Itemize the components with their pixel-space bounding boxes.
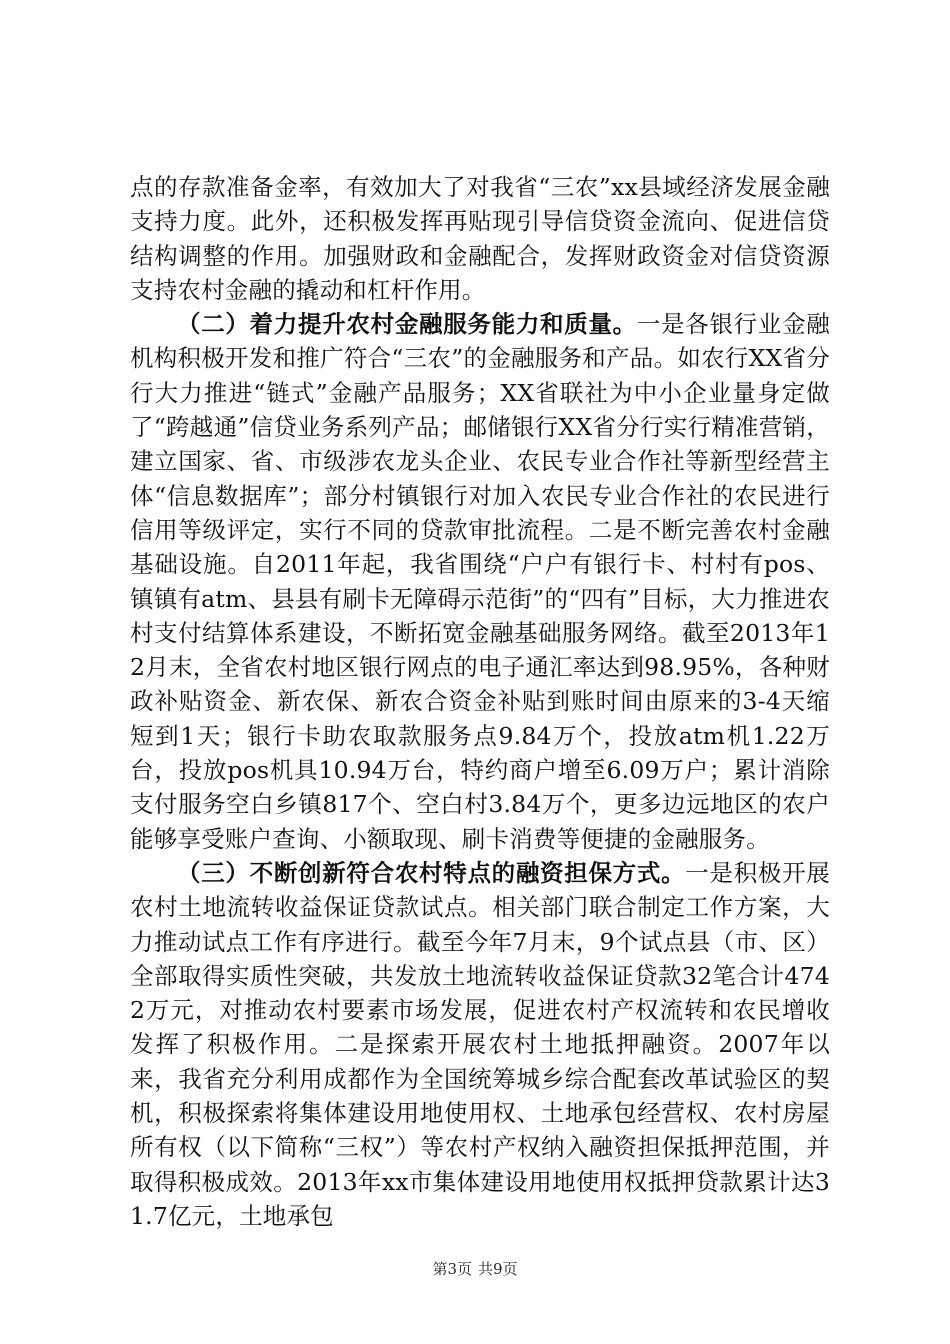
document-body <box>130 170 830 1233</box>
paragraph-2-text: 一是各银行业金融机构积极开发和推广符合“三农”的金融服务和产品。如农行XX省分行大力推进“链式”金融产品服务；XX省联社为中小企业量身定做了“跨越通”信贷业务系列产品；邮储银行XX省分行实行精准营销，建立国家、省、市级涉农龙头企业、农民专业合作社等新型经营主体“信息数据库”；部分村镇银行对加入农民专业合作社的农民进行信用等级评定，实行不同的贷款审批流程。二是不断完善农村金融基础设施。自2011年起，我省围绕“户户有银行卡、村村有pos、镇镇有atm、县县有刷卡无障碍示范街”的“四有”目标，大力推进农村支付结算体系建设，不断拓宽金融基础服务网络。截至2013年12月末，全省农村地区银行网点的电子通汇率达到98.95%，各种财政补贴资金、新农保、新农合资金补贴到账时间由原来的3-4天缩短到1天；银行卡助农取款服务点9.84万个，投放atm机1.22万台，投放pos机具10.94万台，特约商户增至6.09万户；累计消除支付服务空白乡镇817个、空白村3.84万个，更多边远地区的农户能够享受账户查询、小额取现、刷卡消费等便捷的金融服务。 <box>130 310 830 853</box>
paragraph-1 <box>130 170 830 307</box>
section-heading-2: （二）着力提升农村金融服务能力和质量。 <box>177 310 637 339</box>
page-footer <box>0 1258 950 1279</box>
page-number-total: 共9页 <box>478 1260 518 1278</box>
paragraph-1-text: 点的存款准备金率，有效加大了对我省“三农”xx县域经济发展金融支持力度。此外，还积极发挥再贴现引导信贷资金流向、促进信贷结构调整的作用。加强财政和金融配合，发挥财政资金对信贷资源支持农村金融的撬动和杠杆作用。 <box>130 173 830 304</box>
paragraph-3 <box>130 856 830 1233</box>
section-heading-3: （三）不断创新符合农村特点的融资担保方式。 <box>177 858 686 887</box>
paragraph-3-text: 一是积极开展农村土地流转收益保证贷款试点。相关部门联合制定工作方案，大力推动试点工作有序进行。截至今年7月末，9个试点县（市、区）全部取得实质性突破，共发放土地流转收益保证贷款32笔合计4742万元，对推动农村要素市场发展，促进农村产权流转和农民增收发挥了积极作用。二是探索开展农村土地抵押融资。2007年以来，我省充分利用成都作为全国统筹城乡综合配套改革试验区的契机，积极探索将集体建设用地使用权、土地承包经营权、农村房屋所有权（以下简称“三权”）等农村产权纳入融资担保抵押范围，并取得积极成效。2013年xx市集体建设用地使用权抵押贷款累计达31.7亿元，土地承包 <box>130 858 830 1230</box>
page-number-current: 第3页 <box>432 1260 472 1278</box>
paragraph-2 <box>130 307 830 856</box>
